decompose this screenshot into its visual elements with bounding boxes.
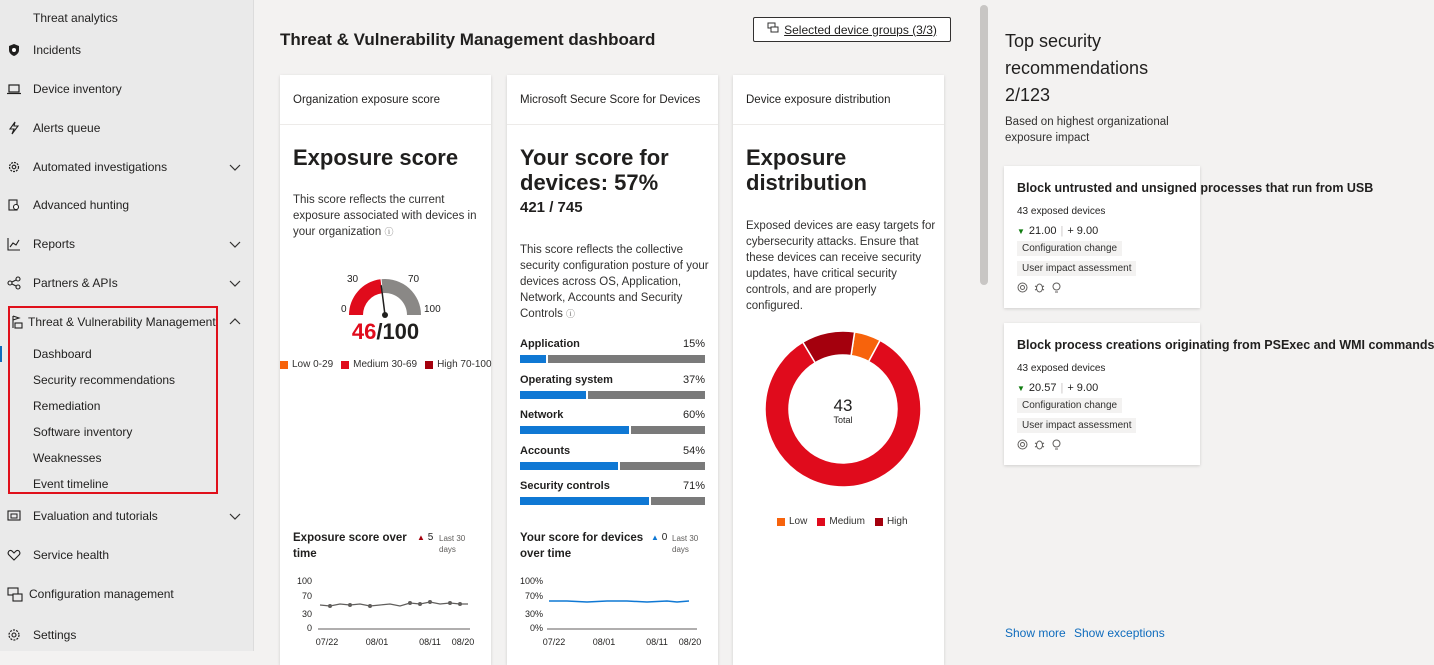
bug-icon [1034,282,1045,296]
sidebar-item-service-health[interactable] [0,540,254,570]
info-icon[interactable]: ⓘ [566,309,576,319]
triangle-up-icon: ▲ [417,533,425,542]
legend-low: Low 0-29 [292,359,334,370]
card-header [733,75,944,125]
score-bar-fill [520,391,588,399]
recommendation-card[interactable] [1004,166,1374,308]
y-tick: 100 [296,576,312,586]
chevron-down-icon[interactable] [228,276,242,290]
sidebar-item-label: Reports [33,237,76,251]
y-tick: 0 [306,623,312,633]
recommendation-title: Block untrusted and unsigned processes that run from USB [1017,181,1374,195]
tag-configuration-change: Configuration change [1017,398,1122,413]
exposure-score-card [280,75,491,665]
trend-period: Last 30 days [439,534,466,554]
exposed-devices: 43 exposed devices [1017,363,1106,374]
investigation-gear-icon [6,159,22,175]
top-recommendations-panel [990,0,1434,651]
exposure-donut-chart [763,329,923,489]
heart-pulse-icon [6,547,22,563]
info-icon[interactable]: ⓘ [384,227,394,237]
legend-medium: Medium 30-69 [353,359,418,370]
threat-icon [1017,439,1028,453]
card-heading: Your score for devices: 57% [520,145,669,195]
score-bar-percent: 37% [682,374,705,386]
y-tick: 30% [524,609,543,619]
card-description: This score reflects the collective security configuration posture of your devices across OS, Application, Network, Accounts and Security Controls ⓘ [520,244,709,320]
sidebar-item-alerts-queue[interactable] [0,113,254,143]
laptop-icon [6,81,22,97]
gear-icon [6,627,22,643]
device-groups-icon [767,22,780,37]
chevron-down-icon[interactable] [228,237,242,251]
legend-swatch-medium [817,518,825,526]
score-bar-label: Application [520,338,580,350]
exposure-trend-chart [290,573,485,653]
x-tick: 08/11 [646,637,668,647]
recommendation-card[interactable] [1004,323,1434,465]
score-bar-percent: 60% [682,409,705,421]
chevron-down-icon[interactable] [228,160,242,174]
device-groups-label: Selected device groups (3/3) [784,22,937,37]
score-bar-label: Accounts [520,445,571,457]
over-time-title: Exposure score over time [293,532,407,560]
score-bar-percent: 15% [682,338,705,350]
sidebar-item-evaluation-tutorials[interactable] [0,501,254,531]
sidebar-item-label: Configuration management [29,587,174,601]
card-header-title: Device exposure distribution [746,94,891,106]
score-bar-fill [520,426,631,434]
score-bar-fill [520,462,620,470]
card-description: This score reflects the current exposure associated with devices in your organization ⓘ [293,194,477,238]
legend-swatch-high [425,361,433,369]
gauge-tick-100: 100 [424,304,441,315]
score-bar-label: Security controls [520,480,610,492]
sidebar-item-automated-investigations[interactable] [0,152,254,182]
sidebar-subitem-dashboard[interactable]: Dashboard [33,347,92,361]
sidebar-item-partners-apis[interactable] [0,268,254,298]
x-tick: 08/01 [592,637,616,647]
chart-icon [6,236,22,252]
score-bar-percent: 54% [682,445,705,457]
card-header-title: Organization exposure score [293,94,441,106]
legend-low: Low [789,516,808,527]
sidebar-item-label: Service health [33,548,110,562]
device-groups-button[interactable] [753,17,951,42]
secure-score-trend-chart [517,573,712,653]
score-bar-track [520,462,705,470]
gauge-pivot [382,312,388,318]
score-bar-fill [520,497,651,505]
sidebar-item-incidents[interactable] [0,35,254,65]
lightbulb-icon [1051,282,1062,296]
sidebar-item-label: Settings [33,628,77,642]
y-tick: 70% [524,591,543,601]
exposure-legend [280,359,492,370]
score-bar-track [520,426,705,434]
card-heading: Exposure distribution [746,145,867,195]
tag-user-impact: User impact assessment [1017,418,1136,433]
tvm-icon [9,314,25,330]
lightning-icon [6,120,22,136]
card-heading: Exposure score [293,145,459,170]
sidebar-subitem-remediation[interactable]: Remediation [33,399,101,413]
exposure-distribution-card [733,75,944,665]
show-exceptions-link[interactable]: Show exceptions [1074,626,1165,640]
score-bar-fill [520,355,548,363]
donut-total: 43 [833,396,853,415]
sidebar-item-threat-vulnerability-management[interactable] [0,307,254,337]
legend-high: High 70-100 [437,359,492,370]
x-tick: 08/20 [451,637,475,647]
sidebar-item-label: Partners & APIs [33,276,118,290]
evaluation-icon [6,508,22,524]
page-title: Threat & Vulnerability Management dashboard [280,30,656,49]
score-bar-percent: 71% [682,480,705,492]
legend-swatch-low [777,518,785,526]
donut-total-label: Total [833,415,853,425]
sidebar-item-threat-analytics[interactable] [0,3,254,33]
score-bar-track [520,497,705,505]
sidebar-item-settings[interactable] [0,620,254,650]
sidebar-subitem-security-recommendations[interactable]: Security recommendations [33,373,176,387]
score-fraction: 421 / 745 [520,199,583,216]
legend-swatch-medium [341,361,349,369]
recommendation-icons [1017,439,1062,453]
x-tick: 08/11 [419,637,441,647]
recommendation-title: Block process creations originating from PSExec and WMI commands [1017,338,1434,352]
main-content [255,0,977,651]
shield-icon [6,42,22,58]
sidebar-item-label: Evaluation and tutorials [33,509,158,523]
trend-change: ▲ 0 [651,532,668,543]
sidebar-item-label: Advanced hunting [33,198,130,212]
score-impact: ▼ 21.00 | + 9.00 [1017,225,1099,237]
recommendation-icons [1017,282,1062,296]
x-tick: 07/22 [315,637,339,647]
gauge-tick-30: 30 [347,274,359,285]
card-description: Exposed devices are easy targets for cybersecurity attacks. Ensure that these devices can receive security updates, have critical security controls, and are properly configured. [746,220,936,312]
tag-user-impact: User impact assessment [1017,261,1136,276]
trend-change: ▲ 5 [417,532,434,543]
y-tick: 100% [519,576,543,586]
legend-medium: Medium [829,516,865,527]
x-tick: 07/22 [542,637,566,647]
sidebar-item-label: Automated investigations [33,160,168,174]
legend-swatch-high [875,518,883,526]
gauge-tick-70: 70 [408,274,420,285]
over-time-title: Your score for devices over time [520,532,644,560]
x-tick: 08/01 [365,637,389,647]
exposure-score-value [280,319,491,345]
lightbulb-icon [1051,439,1062,453]
hunting-icon [6,197,22,213]
sidebar-item-label: Threat & Vulnerability Management [28,315,216,329]
gauge-tick-0: 0 [341,304,347,315]
trend-period: Last 30 days [672,534,699,554]
threat-icon [1017,282,1028,296]
share-icon [6,275,22,291]
sidebar-item-label: Alerts queue [33,121,101,135]
score-bar-label: Operating system [520,374,613,386]
sidebar-item-device-inventory[interactable] [0,74,254,104]
score-impact: ▼ 20.57 | + 9.00 [1017,382,1099,394]
triangle-up-icon: ▲ [651,533,659,542]
tag-configuration-change: Configuration change [1017,241,1122,256]
sidebar-item-advanced-hunting[interactable] [0,190,254,220]
sidebar-item-configuration-management[interactable] [0,579,254,609]
secure-score-card [507,75,718,665]
triangle-down-icon: ▼ [1017,226,1025,236]
distribution-legend [777,516,908,527]
y-tick: 70 [301,591,312,601]
chevron-down-icon[interactable] [228,509,242,523]
sidebar-item-label: Threat analytics [33,11,118,25]
y-tick: 30 [301,609,312,619]
triangle-down-icon: ▼ [1017,383,1025,393]
bug-icon [1034,439,1045,453]
panel-title: Top security recommendations 2/123 [1005,31,1149,105]
card-header-title: Microsoft Secure Score for Devices [520,94,701,106]
sidebar [0,0,254,651]
config-icon [7,586,23,602]
panel-subtitle: Based on highest organizational exposure impact [1005,116,1169,144]
score-number: 46 [351,319,377,344]
x-tick: 08/20 [678,637,702,647]
sidebar-item-label: Device inventory [33,82,122,96]
y-tick: 0% [529,623,543,633]
score-bar-track [520,391,705,399]
scrollbar-thumb[interactable] [980,5,988,285]
score-bar-label: Network [520,409,564,421]
legend-swatch-low [280,361,288,369]
score-max: /100 [376,319,420,344]
sidebar-subitem-software-inventory[interactable]: Software inventory [33,425,133,439]
score-bar-track [520,355,705,363]
sidebar-subitem-weaknesses[interactable]: Weaknesses [33,451,102,465]
sidebar-subitem-event-timeline[interactable]: Event timeline [33,477,109,491]
exposed-devices: 43 exposed devices [1017,206,1106,217]
active-indicator [0,346,2,362]
sidebar-item-reports[interactable] [0,229,254,259]
sidebar-item-label: Incidents [33,43,82,57]
chevron-up-icon[interactable] [228,315,242,329]
show-more-link[interactable]: Show more [1005,626,1066,640]
card-header [280,75,491,125]
legend-high: High [886,516,908,527]
card-header [507,75,718,125]
